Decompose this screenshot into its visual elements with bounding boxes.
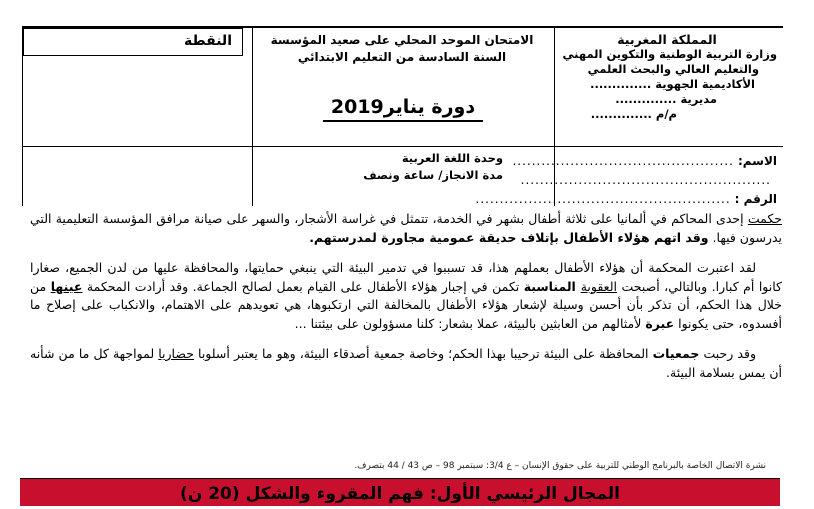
school-line: م/م .............. (590, 107, 677, 121)
name-label: الاسم: (737, 154, 777, 168)
paragraph-3 (30, 345, 782, 382)
kingdom-label: المملكة المغربية (617, 32, 717, 47)
paragraph-2 (30, 259, 782, 333)
ministry-line-1: وزارة التربية الوطنية والتكوين المهني (562, 47, 777, 61)
name-field[interactable]: .............................................. (512, 154, 734, 168)
grade-box (23, 28, 243, 56)
exam-session: دورة يناير2019 (323, 96, 483, 122)
number-field[interactable]: ..................................................... (475, 192, 731, 206)
bold-word: المناسبة (523, 278, 581, 294)
exam-info-block (257, 32, 547, 66)
ministry-line-2: والتعليم العالي والبحث العلمي (587, 62, 759, 76)
exam-header (22, 26, 783, 206)
underlined-word: العقوبة (580, 278, 617, 294)
paragraph-2-text-a: لقد اعتبرت المحكمة أن هؤلاء الأطفال بعملهم هذا، قد تسببوا في تدمير البيئة التي ينبغي حمايتها، والمحافظة عليها من لدن الجميع، صغارا كانوا أم كبارا. وبالتالي، أصبحت (30, 260, 782, 294)
subject-label: وحدة اللغة العربية (401, 151, 503, 165)
academy-line: الأكاديمية الجهوية .............. (590, 77, 755, 91)
header-divider-left (252, 28, 253, 206)
bold-underlined-word: عينها (50, 278, 83, 294)
paragraph-3-text-b: المحافظة على البيئة ترحيبا بهذا الحكم؛ وخاصة جمعية أصدقاء البيئة، وهو ما يعتبر أسلوبا (193, 346, 653, 361)
exam-title: الامتحان الموحد المحلي على صعيد المؤسسة (270, 33, 534, 47)
directorate-line: مديرية .............. (615, 92, 717, 106)
grade-label: النقطة (184, 33, 232, 49)
section-banner-title: المجال الرئيسي الأول: فهم المقروء والشكل (20 ن) (180, 484, 620, 504)
underlined-word: حكمت (747, 211, 782, 226)
paragraph-2-text-c: من خلال هذا الحكم، أن تذكر بأن أحسن وسيلة لإشعار هؤلاء الأطفال بالمخالفة التي ارتكبوها، هي تعويدهم على الاهتمام، والانكباب على إصلاح ما أفسدوه، حتى يكونوا (30, 278, 782, 331)
paragraph-1-text: إحدى المحاكم في ألمانيا على ثلاثة أطفال بشهر في الخدمة، تتمثل في غراسة الأشجار، والسهر على صيانة مرافق المؤسسة التعليمية التي يدرسون فيها. (30, 211, 782, 245)
section-banner (20, 478, 780, 506)
paragraph-3-text-c: لمواجهة كل ما من شأنه أن يمس بسلامة البيئة. (30, 346, 782, 380)
header-divider-horizontal (23, 146, 783, 147)
reading-passage (30, 210, 782, 394)
underlined-word: حضاريا (158, 346, 194, 361)
number-label: الرقم : (734, 192, 777, 206)
paragraph-2-text-b: تكمن في إجبار هؤلاء الأطفال على القيام بعمل لصالح الجماعة. وقد أرادت المحكمة (82, 278, 524, 294)
paragraph-2-text-d: لأمثالهم من العابثين بالبيئة، عملا بشعار: كلنا مسؤولون على بيئتنا ... (294, 315, 646, 331)
name-field-line-2[interactable]: .................................................... (520, 173, 771, 187)
paragraph-1-bold: وقد اتهم هؤلاء الأطفال بإتلاف حديقة عمومية مجاورة لمدرستهم. (309, 229, 709, 245)
paragraph-1 (30, 210, 782, 247)
subject-block (257, 150, 547, 184)
source-note: نشرة الاتصال الخاصة بالبرنامج الوطني للتربية على حقوق الإنسان – ع 3/4: سبتمبر 98 – ص 43 / 44 بتصرف. (354, 461, 766, 471)
bold-word: عبرة (645, 315, 675, 331)
institution-block (557, 32, 777, 122)
duration-label: مدة الانجاز/ ساعة ونصف (363, 168, 503, 182)
exam-level: السنة السادسة من التعليم الابتدائي (297, 50, 507, 64)
bold-word: جمعيات (652, 346, 700, 361)
paragraph-3-text-a: وقد رحبت (699, 346, 756, 361)
student-info-block (475, 152, 777, 209)
